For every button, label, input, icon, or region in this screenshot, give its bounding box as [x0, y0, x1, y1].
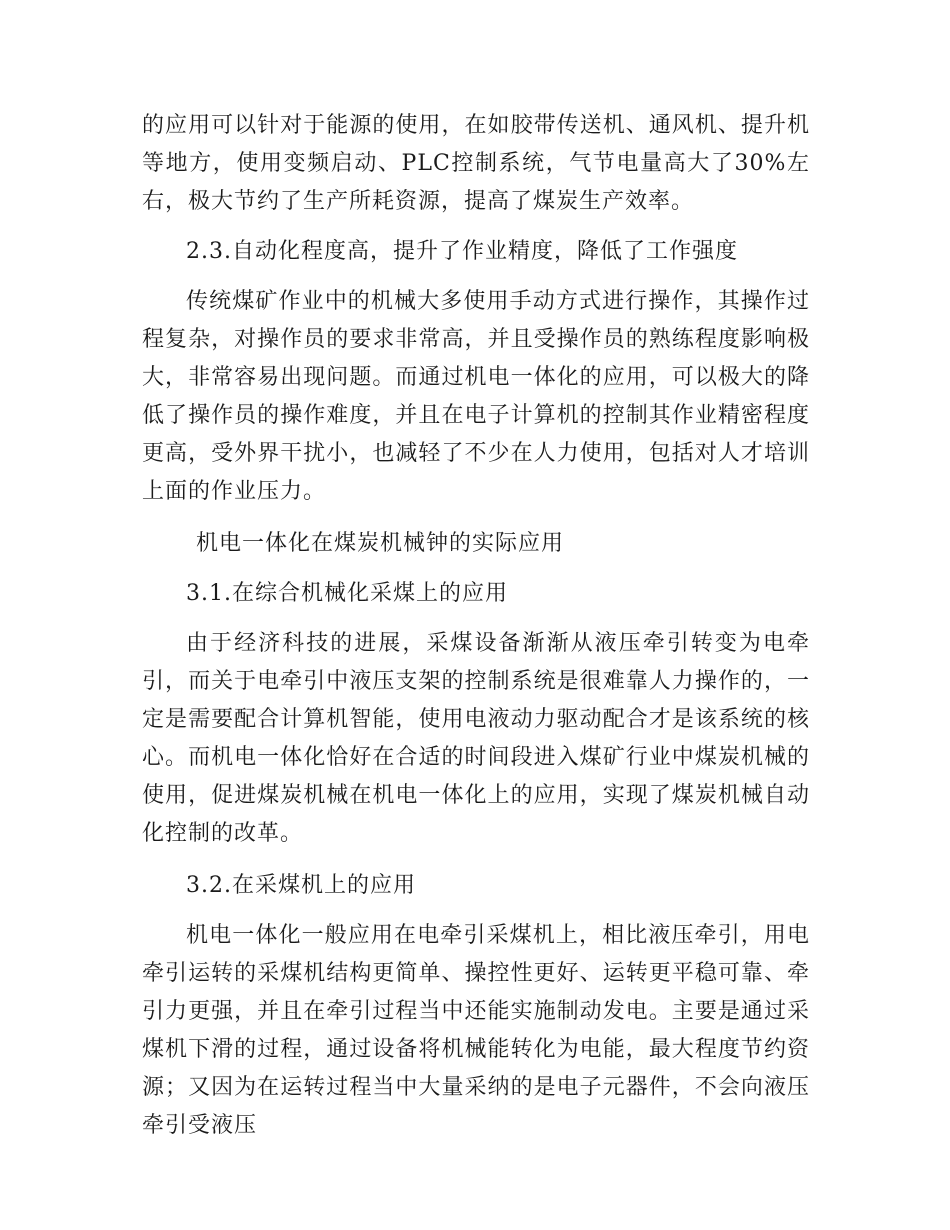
paragraph-energy-saving: 的应用可以针对于能源的使用，在如胶带传送机、通风机、提升机等地方，使用变频启动、PLC控制系统，气节电量高大了30%左右，极大节约了生产所耗资源，提高了煤炭生产效率。	[142, 113, 810, 214]
paragraph-mechanized-mining: 由于经济科技的进展，采煤设备渐渐从液压牵引转变为电牵引，而关于电牵引中液压支架的控制系统是很难靠人力操作的，一定是需要配合计算机智能，使用电液动力驱动配合才是该系统的核心。而机电一体化恰好在合适的时间段进入煤矿行业中煤炭机械的使用，促进煤炭机械在机电一体化上的应用，实现了煤炭机械自动化控制的改革。	[142, 631, 810, 846]
document-body	[142, 107, 810, 1145]
section-heading-3: 机电一体化在煤炭机械钟的实际应用	[196, 531, 565, 556]
section-heading-2-3: 2.3.自动化程度高，提升了作业精度，降低了工作强度	[186, 239, 738, 264]
paragraph-automation: 传统煤矿作业中的机械大多使用手动方式进行操作，其操作过程复杂，对操作员的要求非常高，并且受操作员的熟练程度影响极大，非常容易出现问题。而通过机电一体化的应用，可以极大的降低了操作员的操作难度，并且在电子计算机的控制其作业精密程度更高，受外界干扰小，也减轻了不少在人力使用，包括对人才培训上面的作业压力。	[142, 289, 810, 504]
section-heading-3-2: 3.2.在采煤机上的应用	[186, 873, 416, 898]
section-heading-3-1: 3.1.在综合机械化采煤上的应用	[186, 581, 508, 606]
paragraph-shearer: 机电一体化一般应用在电牵引采煤机上，相比液压牵引，用电牵引运转的采煤机结构更简单、操控性更好、运转更平稳可靠、牵引力更强，并且在牵引过程当中还能实施制动发电。主要是通过采煤机下滑的过程，通过设备将机械能转化为电能，最大程度节约资源；又因为在运转过程当中大量采纳的是电子元器件，不会向液压牵引受液压	[142, 923, 810, 1138]
